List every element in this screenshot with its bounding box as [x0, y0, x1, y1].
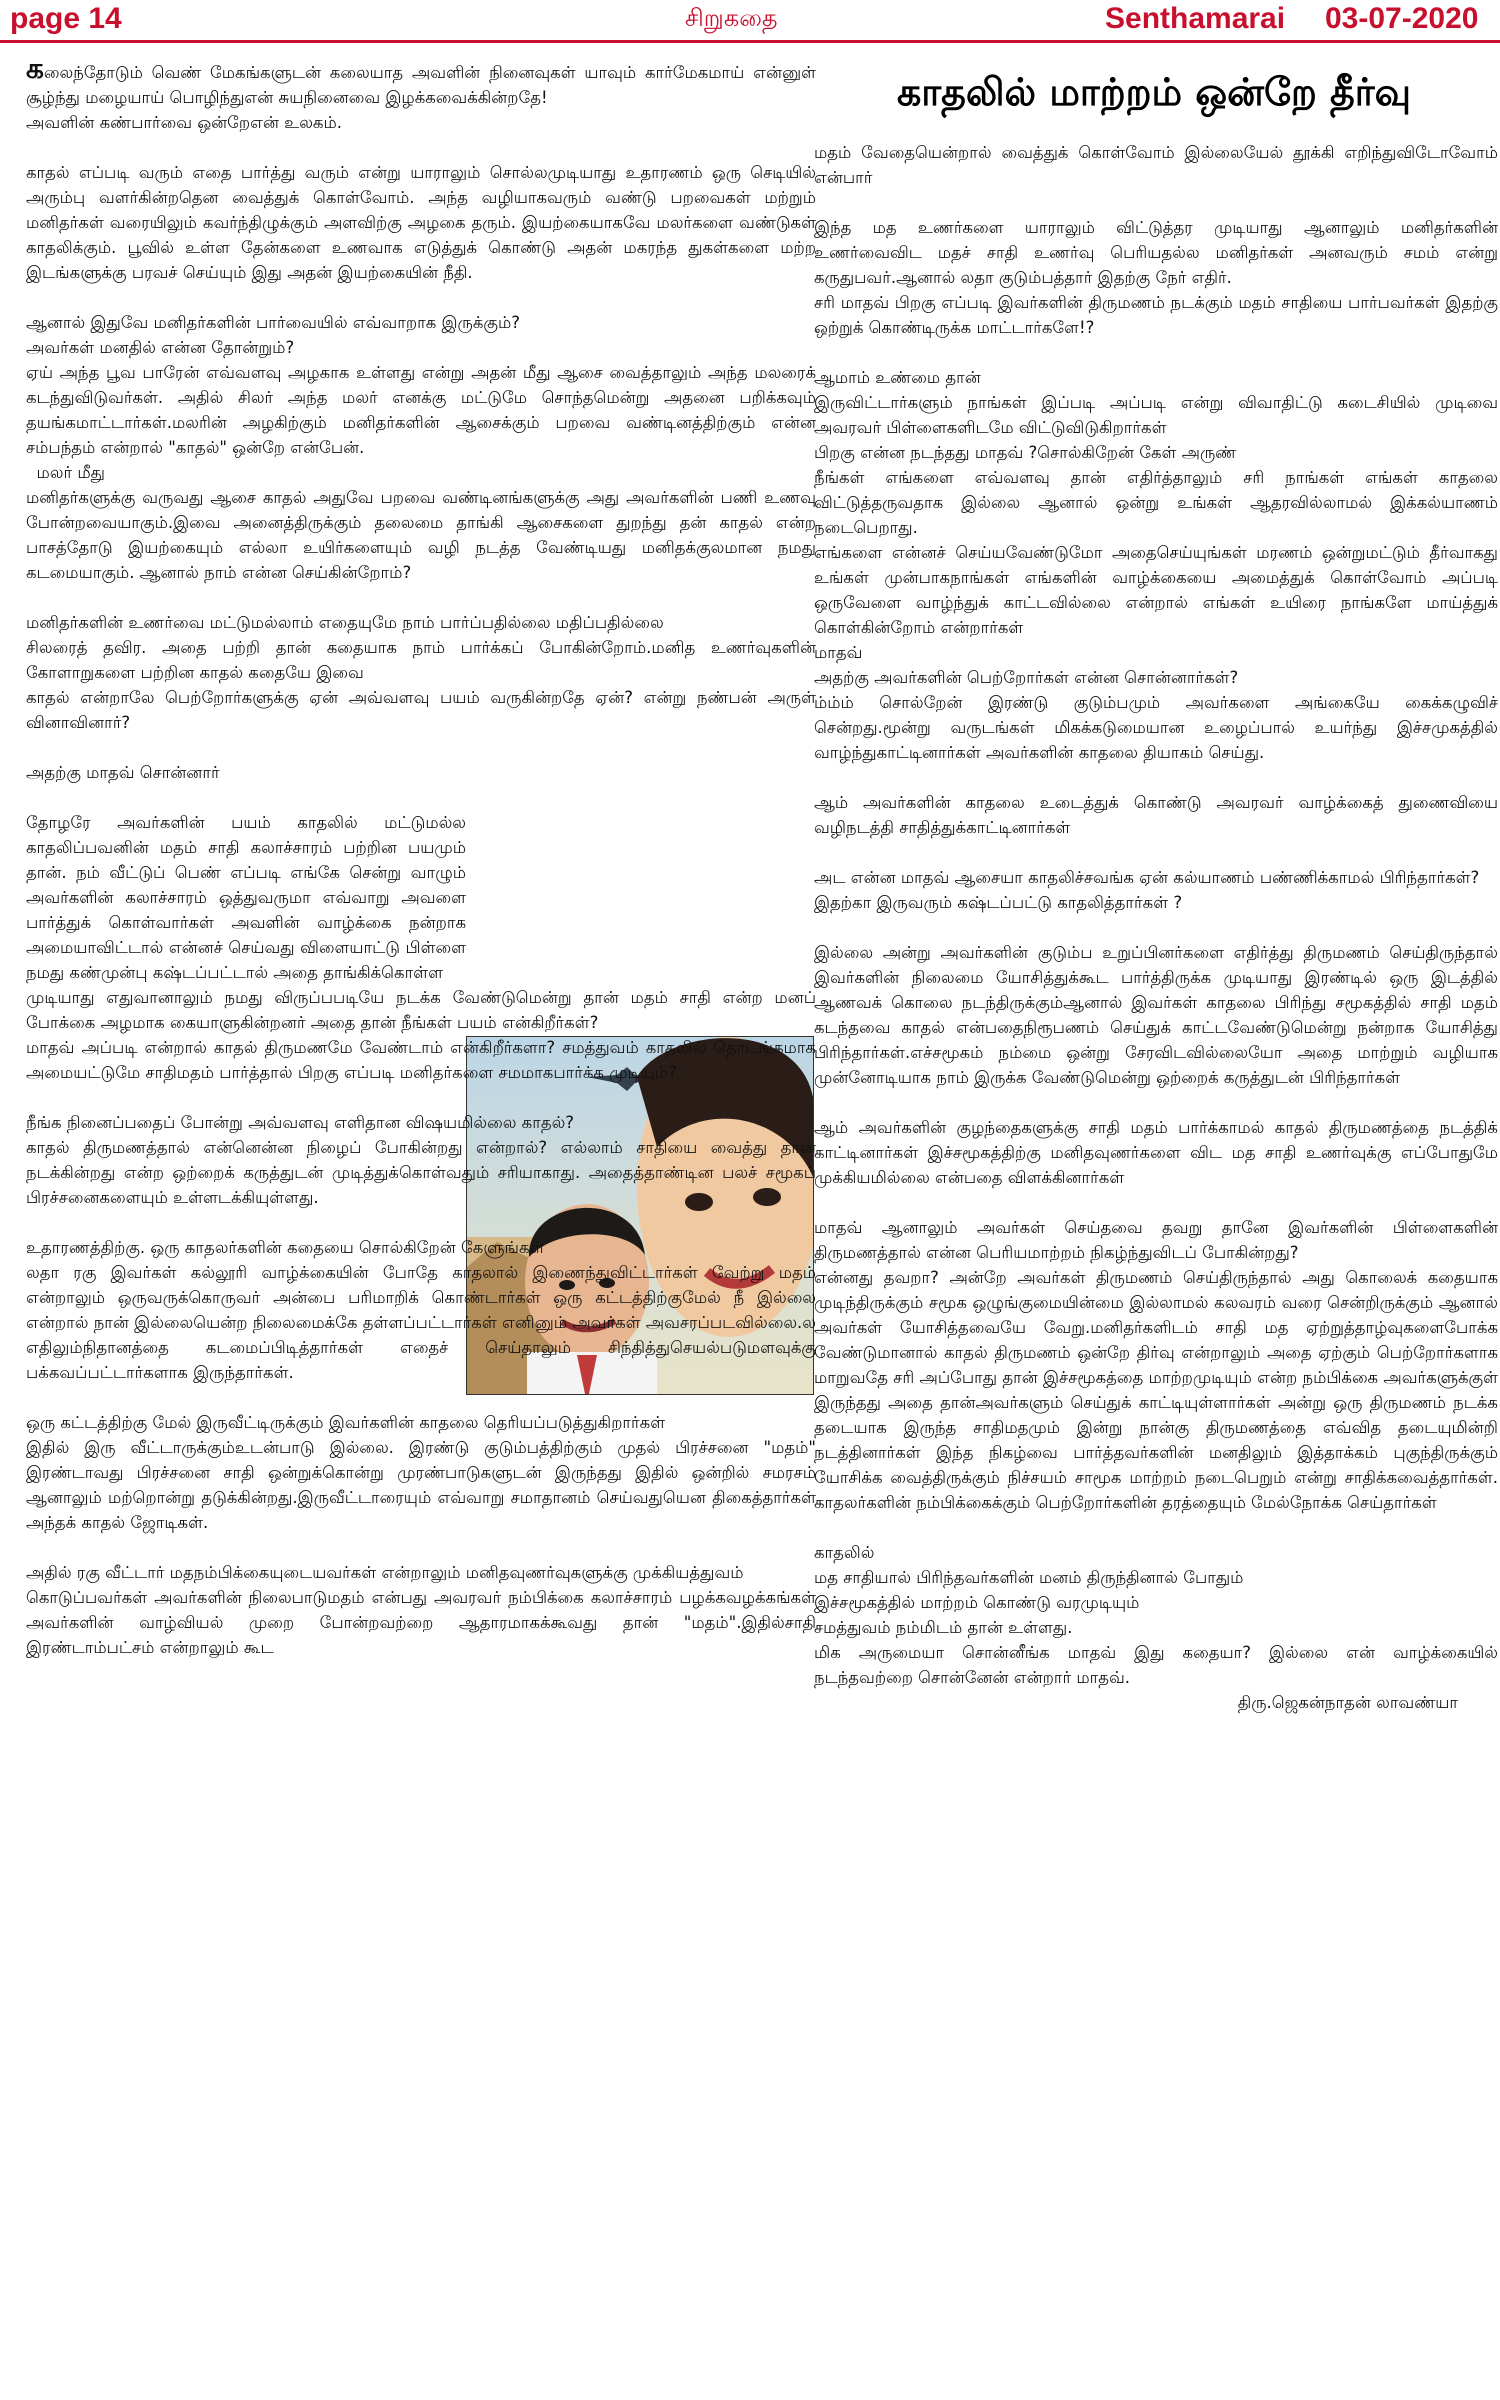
paragraph: அட என்ன மாதவ் ஆசையா காதலிச்சவங்க ஏன் கல்யாணம் பண்ணிக்காமல் பிரிந்தார்கள்? இதற்கா இருவரும் கஷ்டப்பட்டு காதலித்தார்கள் ?: [814, 868, 1480, 912]
paragraph: இந்த மத உணர்களை யாராலும் விட்டுத்தர முடியாது ஆனாலும் மனிதர்களின் உணர்வைவிட மதச் சாதி உணர்வு பெரியதல்ல மனிதர்கள் அனவரும் சமம் என்று கருதுபவர்.ஆனால் லதா குடும்பத்தார் இதற்கு நேர் எதிர். சரி மாதவ் பிறகு எப்படி இவர்களின் திருமணம் நடக்கும் மதம் சாதியை பார்பவர்கள் இதற்கு ஒற்றுக் கொண்டிருக்க மாட்டார்களே!?: [814, 218, 1498, 337]
paragraph: உதாரணத்திற்கு. ஒரு காதலர்களின் கதையை சொல்கிறேன் கேளுங்கள் லதா ரகு இவர்கள் கல்லூரி வாழ்க்கையின் போதே காதலால் இணைந்துவிட்டார்கள் வேற்று மதம் என்றாலும் ஒருவருக்கொருவர் அன்பை பரிமாறிக் கொண்டார்கள் ஒரு கட்டத்திற்குமேல் நீ இல்லை என்றால் நான் இல்லையென்ற நிலைமைக்கே தள்ளப்பட்டார்கள் எனினும் அவர்கள் அவசரப்படவில்லை.ல எதிலும்நிதானத்தை கடமைப்பிடித்தார்கள் எதைச் செய்தாலும் சிந்தித்துசெயல்படுமளவுக்கு பக்கவப்பட்டார்களாக இருந்தார்கள்.: [26, 1238, 816, 1382]
page-number: page 14: [10, 2, 122, 35]
paragraph: ஆனால் இதுவே மனிதர்களின் பார்வையில் எவ்வாறாக இருக்கும்? அவர்கள் மனதில் என்ன தோன்றும்? ஏய் அந்த பூவ பாரேன் எவ்வளவு அழகாக உள்ளது என்று அதன் மீது ஆசை வைத்தாலும் அந்த மலரைக் கடந்துவிடுவர்கள். அதில் சிலர் அந்த மலர் எனக்கு மட்டுமே சொந்தமென்று அதனை பறிக்கவும் தயங்கமாட்டார்கள்.மலரின் அழகிற்கும் மனிதர்களின் ஆசைக்கும் பறவை வண்டினத்திற்கும் என்ன சம்பந்தம் என்றால் "காதல்" ஒன்றே என்பேன். மலர் மீது மனிதர்களுக்கு வருவது ஆசை காதல் அதுவே பறவை வண்டினங்களுக்கு அது அவர்களின் பணி உணவு போன்றவையாகும்.இவை அனைத்திருக்கும் தலைமை தாங்கி ஆசைகளை துறந்து தன் காதல் என்ற பாசத்தோடு இயற்கையும் எல்லா உயிர்களையும் வழி நடத்த வேண்டியது மனிதக்குலமான நமது கடமையாகும். ஆனால் நாம் என்ன செய்கின்றோம்?: [26, 313, 816, 582]
left-column: [26, 56, 816, 2400]
section-label: சிறுகதை: [685, 4, 778, 32]
paragraph: அதில் ரகு வீட்டார் மதநம்பிக்கையுடையவர்கள் என்றாலும் மனிதவுணர்வுகளுக்கு முக்கியத்துவம் கொடுப்பவர்கள் அவர்களின் நிலைபாடுமதம் என்பது அவரவர் நம்பிக்கை கலாச்சாரம் பழக்கவழக்கங்கள் அவர்களின் வாழ்வியல் முறை போன்றவற்றை ஆதாரமாகக்கூவது தான் "மதம்".இதில்சாதி இரண்டாம்பட்சம் என்றாலும் கூட: [26, 1563, 816, 1657]
paragraph: காதலில் மத சாதியால் பிரிந்தவர்களின் மனம் திருந்தினால் போதும் இச்சமூகத்தில் மாற்றம் கொண்டு வரமுடியும் சமத்துவம் நம்மிடம் தான் உள்ளது. மிக அருமையா சொன்னீங்க மாதவ் இது கதையா? இல்லை என் வாழ்க்கையில் நடந்தவற்றை சொன்னேன் என்றார் மாதவ்.: [814, 1543, 1498, 1687]
paragraph: மதம் வேதையென்றால் வைத்துக் கொள்வோம் இல்லையேல் தூக்கி எறிந்துவிடோவோம் என்பார்: [814, 143, 1498, 187]
text-beside-image: [26, 810, 466, 985]
paragraph: இல்லை அன்று அவர்களின் குடும்ப உறுப்பினர்களை எதிர்த்து திருமணம் செய்திருந்தால் இவர்களின் நிலைமை யோசித்துக்கூட பார்த்திருக்க முடியாது இரண்டில் ஒரு இடத்தில் ஆணவக் கொலை நடந்திருக்கும்ஆனால் இவர்கள் காதலை பிரிந்து சமூகத்தில் சாதி மதம் கடந்தவை காதல் என்பதைநிரூபணம் செய்துக் காட்டவேண்டுமென்று நன்றாக யோசித்து பிரிந்தார்கள்.எச்சமூகம் நம்மை ஒன்று சேரவிடவில்லையோ அதை மாற்றும் வழியாக முன்னோடியாக நாம் இருக்க வேண்டுமென்று ஒற்றைக் கருத்துடன் பிரிந்தார்கள்: [814, 943, 1498, 1087]
paragraph: முடியாது எதுவானாலும் நமது விருப்பபடியே நடக்க வேண்டுமென்று தான் மதம் சாதி என்ற மனப் போக்கை அழமாக கையாளுகின்றனர் அதை தான் நீங்கள் பயம் என்கிறீர்கள்? மாதவ் அப்படி என்றால் காதல் திருமணமே வேண்டாம் என்கிறீர்களா? சமத்துவம் காதலில் தொடங்கமாக அமையட்டுமே சாதிமதம் பார்த்தால் பிறகு எப்படி மனிதர்களை சமமாகபார்க்க முடியும்?: [26, 988, 816, 1082]
paragraph: தோழரே அவர்களின் பயம் காதலில் மட்டுமல்ல காதலிப்பவனின் மதம் சாதி கலாச்சாரம் பற்றின பயமும் தான். நம் வீட்டுப் பெண் எப்படி எங்கே சென்று வாழும் அவர்களின் கலாச்சாரம் ஒத்துவருமா எவ்வாறு அவளை பார்த்துக் கொள்வார்கள் அவளின் வாழ்க்கை நன்றாக அமையாவிட்டால் என்னச் செய்வது விளையாட்டு பிள்ளை நமது கண்முன்பு கஷ்டப்பட்டால் அதை தாங்கிக்கொள்ள: [26, 813, 466, 982]
paragraph: ஆம் அவர்களின் காதலை உடைத்துக் கொண்டு அவரவர் வாழ்க்கைத் துணைவியை வழிநடத்தி சாதித்துக்காட்டினார்கள்: [814, 793, 1498, 837]
paragraph: ஆம் அவர்களின் குழந்தைகளுக்கு சாதி மதம் பார்க்காமல் காதல் திருமணத்தை நடத்திக் காட்டினார்கள் இச்சமூகத்திற்கு மனிதவுணர்களை விட மத சாதி உணர்வுக்கு எப்போதுமே முக்கியமில்லை என்பதை விளக்கினார்கள்: [814, 1118, 1498, 1187]
paragraph: அதற்கு மாதவ் சொன்னார்: [26, 763, 220, 782]
drop-cap: க: [26, 56, 44, 85]
paragraph: ஒரு கட்டத்திற்கு மேல் இருவீட்டிருக்கும் இவர்களின் காதலை தெரியப்படுத்துகிறார்கள் இதில் இரு வீட்டாருக்கும்உடன்பாடு இல்லை. இரண்டு குடும்பத்திற்கும் முதல் பிரச்சனை "மதம்" இரண்டாவது பிரச்சனை சாதி ஒன்றுக்கொன்று முரண்பாடுகளுடன் இருந்தது இதில் ஒன்றில் சமரசம் ஆனாலும் மற்றொன்று தடுக்கின்றது.இருவீட்டாரையும் எவ்வாறு சமாதானம் செய்வதுயென திகைத்தார்கள் அந்தக் காதல் ஜோடிகள்.: [26, 1413, 816, 1532]
issue-date: 03-07-2020: [1325, 2, 1479, 35]
paragraph: காதல் எப்படி வரும் எதை பார்த்து வரும் என்று யாராலும் சொல்லமுடியாது உதாரணம் ஒரு செடியில் அரும்பு வளர்கின்றதென வைத்துக் கொள்வோம். அந்த வழியாகவரும் வண்டு பறவைகள் மற்றும் மனிதர்கள் வரையிலும் கவர்ந்திழுக்கும் அளவிற்கு அழகை தரும். இயற்கையாகவே மலர்களை வண்டுகள் காதலிக்கும். பூவில் உள்ள தேன்களை உணவாக எடுத்துக் கொண்டு அதன் மகரந்த துகள்களை மற்ற இடங்களுக்கு பரவச் செய்யும் இது அதன் இயற்கையின் நீதி.: [26, 163, 816, 282]
article-title: காதலில் மாற்றம் ஒன்றே தீர்வு: [896, 70, 1412, 114]
magazine-name: Senthamarai: [1105, 2, 1286, 35]
paragraph: மனிதர்களின் உணர்வை மட்டுமல்லாம் எதையுமே நாம் பார்ப்பதில்லை மதிப்பதில்லை சிலரைத் தவிர. அதை பற்றி தான் கதையாக நாம் பார்க்கப் போகின்றோம்.மனித உணர்வுகளின் கோளாறுகளை பற்றின காதல் கதையே இவை காதல் என்றாலே பெற்றோர்களுக்கு ஏன் அவ்வளவு பயம் வருகின்றதே ஏன்? என்று நண்பன் அருள் வினாவினார்?: [26, 613, 816, 732]
page-header: [0, 0, 1500, 43]
paragraph: கலைந்தோடும் வெண் மேகங்களுடன் கலையாத அவளின் நினைவுகள் யாவும் கார்மேகமாய் என்னுள் சூழ்ந்து மழையாய் பொழிந்துஎன் சுயநினைவை இழக்கவைக்கின்றதே! அவளின் கண்பார்வை ஒன்றேஎன் உலகம்.: [26, 56, 816, 135]
paragraph: மாதவ் ஆனாலும் அவர்கள் செய்தவை தவறு தானே இவர்களின் பிள்ளைகளின் திருமணத்தால் என்ன பெரியமாற்றம் நிகழ்ந்துவிடப் போகின்றது? என்னது தவறா? அன்றே அவர்கள் திருமணம் செய்திருந்தால் அது கொலைக் கதையாக முடிந்திருக்கும் சமூக ஒழுங்குமையின்மை இல்லாமல் கலவரம் வரை சென்றிருக்கும் ஆனால் அவர்கள் யோசித்தவையே வேறு.மனிதர்களிடம் சாதி மத ஏற்றுத்தாழ்வுகளைபோக்க வேண்டுமானால் காதல் திருமணம் ஒன்றே திர்வு என்றாலும் அதை ஏற்கும் பெற்றோர்களாக மாறுவதே சரி அப்போது தான் இச்சமூகத்தை மாற்றமுடியும் என்ற நம்பிக்கை அவர்களுக்குள் இருந்தது அதை தான்அவர்களும் செய்துக் காட்டியுள்ளார்கள் அன்று ஒரு திருமணம் நடக்க தடையாக இருந்த சாதிமதமும் இன்று நான்கு திருமணத்தை எவ்வித தடையுமின்றி நடத்தினார்கள் இந்த நிகழ்வை பார்த்தவர்களின் மனதிலும் இத்தாக்கம் புகுந்திருக்கும் யோசிக்க வைத்திருக்கும் நிச்சயம் சாமூக மாற்றம் நடைபெறும் என்று சாதிக்கவைத்தார்கள். காதலர்களின் நம்பிக்கைக்கும் பெற்றோர்களின் தரத்தையும் மேல்நோக்க செய்தார்கள்: [814, 1218, 1498, 1512]
author-signature: திரு.ஜெகன்நாதன் லாவண்யா: [1237, 1693, 1458, 1712]
paragraph: ஆமாம் உண்மை தான் இருவிட்டார்களும் நாங்கள் இப்படி அப்படி என்று விவாதிட்டு கடைசியில் முடிவை அவரவர் பிள்ளைகளிடமே விட்டுவிடுகிறார்கள் பிறகு என்ன நடந்தது மாதவ் ?சொல்கிறேன் கேள் அருண் நீங்கள் எங்களை எவ்வளவு தான் எதிர்த்தாலும் சரி நாங்கள் எங்கள் காதலை விட்டுத்தருவதாக இல்லை ஆனால் ஒன்று உங்கள் ஆதரவில்லாமல் இக்கல்யாணம் நடைபெறாது. எங்களை என்னச் செய்யவேண்டுமோ அதைசெய்யுங்கள் மரணம் ஒன்றுமட்டும் தீர்வாகது உங்கள் முன்பாகநாங்கள் எங்களின் வாழ்க்கையை அமைத்துக் கொள்வோம் அப்படி ஒருவேளை வாழ்ந்துக் காட்டவில்லை என்றால் எங்கள் உயிரை நாங்களே மாய்த்துக் கொள்கின்றோம் என்றார்கள் மாதவ் அதற்கு அவர்களின் பெற்றோர்கள் என்ன சொன்னார்கள்? ம்ம்ம் சொல்றேன் இரண்டு குடும்பமும் அவர்களை அங்கையே கைக்கழுவிச் சென்றது.மூன்று வருடங்கள் மிகக்கடுமையான உழைப்பால் உயர்ந்து இச்சமுகத்தில் வாழ்ந்துகாட்டினார்கள் அவர்களின் காதலை தியாகம் செய்து.: [814, 368, 1498, 762]
right-column: [814, 140, 1498, 2400]
paragraph: நீங்க நினைப்பதைப் போன்று அவ்வளவு எளிதான விஷயமில்லை காதல்? காதல் திருமணத்தால் என்னென்ன நிழைப் போகின்றது என்றால்? எல்லாம் சாதியை வைத்து தான் நடக்கின்றது என்ற ஒற்றைக் கருத்துடன் முடித்துக்கொள்வதும் சரியாகாது. அதைத்தாண்டின பலச் சமூகப் பிரச்சனைகளையும் உள்ளடக்கியுள்ளது.: [26, 1113, 816, 1207]
